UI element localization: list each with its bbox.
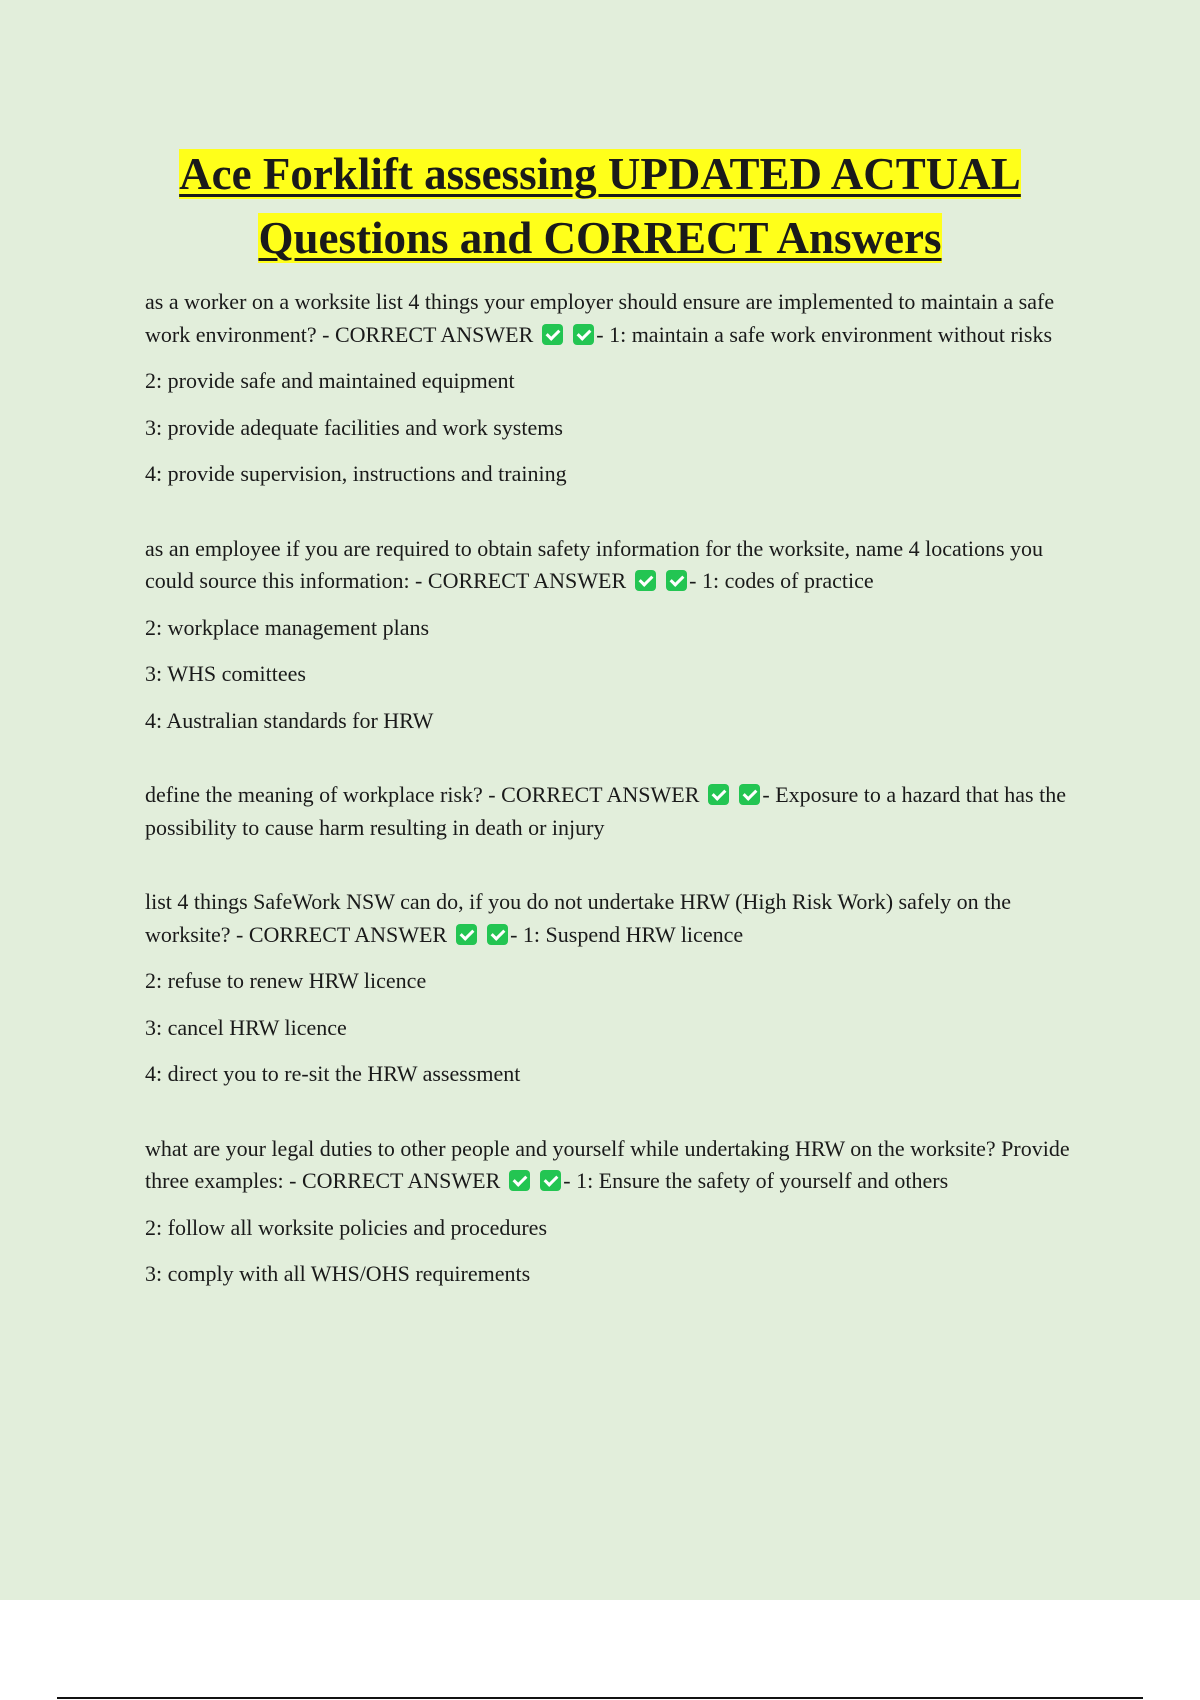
answer-line: 2: workplace management plans [145, 614, 430, 640]
checkmark-icon [635, 570, 656, 591]
qa-list [145, 286, 1085, 1305]
answer-text: - 1: Suspend HRW licence [510, 921, 744, 947]
checkmark-icon [487, 924, 508, 945]
qa-item [145, 286, 1085, 491]
answer-text: - Exposure to a hazard that has the possibility to cause harm resulting in death or injury [145, 782, 1066, 840]
answer-marker: CORRECT ANSWER [302, 1168, 501, 1193]
answer-line: 3: provide adequate facilities and work systems [145, 414, 563, 440]
qa-item [145, 1133, 1085, 1291]
title-line-2: Questions and CORRECT Answers [258, 213, 942, 263]
question-paragraph [145, 779, 1085, 844]
answer-line: 2: follow all worksite policies and procedures [145, 1214, 548, 1240]
answer-text: - 1: codes of practice [689, 568, 874, 593]
question-text: list 4 things SafeWork NSW can do, if you do not undertake HRW (High Risk Work) safely on the worksite? - [145, 889, 1011, 947]
question-text: as an employee if you are required to obtain safety information for the worksite, name 4 locations you could source this information: - [145, 535, 1044, 593]
answer-line: 4: provide supervision, instructions and training [145, 461, 567, 486]
checkmark-icon [666, 570, 687, 591]
answer-line: 4: direct you to re-sit the HRW assessment [145, 1061, 521, 1086]
answer-line: 4: Australian standards for HRW [145, 707, 434, 733]
question-text: define the meaning of workplace risk? - [145, 782, 496, 807]
checkmark-icon [542, 324, 563, 345]
footer-divider [57, 1697, 1143, 1699]
answer-line: 2: provide safe and maintained equipment [145, 368, 515, 393]
question-paragraph [145, 533, 1085, 598]
answer-text: - 1: Ensure the safety of yourself and others [563, 1168, 949, 1193]
checkmark-icon [456, 924, 477, 945]
checkmark-icon [739, 784, 760, 805]
checkmark-icon [540, 1170, 561, 1191]
qa-item [145, 533, 1085, 738]
answer-line: 3: WHS comittees [145, 661, 306, 686]
answer-marker: CORRECT ANSWER [248, 921, 448, 947]
answer-line: 2: refuse to renew HRW licence [145, 968, 427, 993]
checkmark-icon [509, 1170, 530, 1191]
answer-line: 3: cancel HRW licence [145, 1014, 347, 1040]
answer-text: - 1: maintain a safe work environment without risks [596, 321, 1053, 347]
title-line-1: Ace Forklift assessing UPDATED ACTUAL [179, 149, 1021, 199]
checkmark-icon [573, 324, 594, 345]
answer-marker: CORRECT ANSWER [501, 782, 700, 807]
question-paragraph [145, 286, 1085, 351]
checkmark-icon [708, 784, 729, 805]
answer-line: 3: comply with all WHS/OHS requirements [145, 1261, 531, 1286]
qa-item [145, 886, 1085, 1091]
question-paragraph [145, 886, 1085, 951]
qa-item [145, 779, 1085, 844]
question-text: what are your legal duties to other people and yourself while undertaking HRW on the worksite? Provide three examples: - [145, 1135, 1070, 1193]
question-text: as a worker on a worksite list 4 things your employer should ensure are implemented to maintain a safe work environment? - [145, 289, 1055, 347]
answer-marker: CORRECT ANSWER [427, 568, 627, 593]
answer-marker: CORRECT ANSWER [335, 321, 534, 347]
document-title [100, 142, 1100, 270]
question-paragraph [145, 1133, 1085, 1198]
